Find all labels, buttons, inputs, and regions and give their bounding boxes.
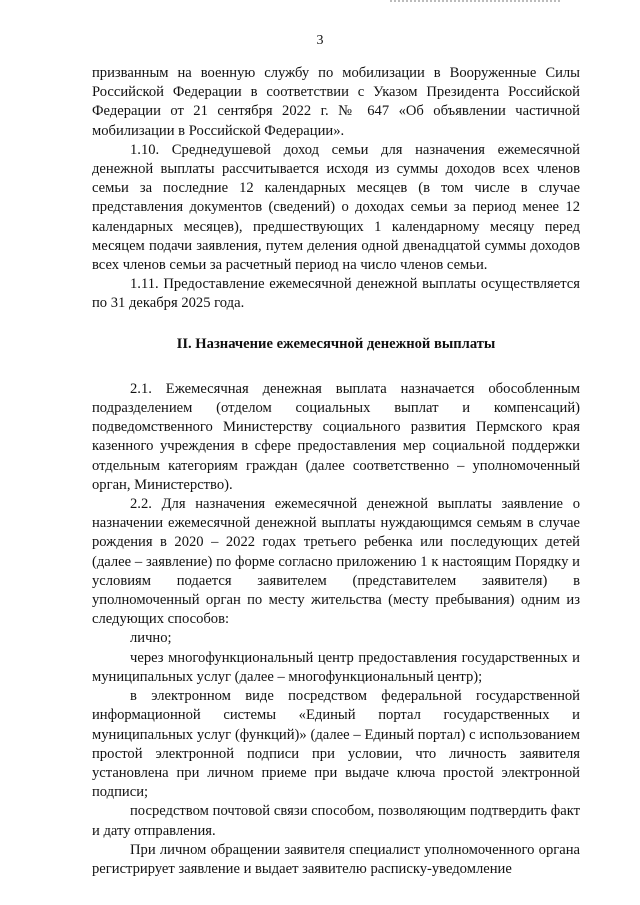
section-heading: II. Назначение ежемесячной денежной выплаты bbox=[176, 335, 496, 352]
paragraph-personal-visit: При личном обращении заявителя специалист уполномоченного органа регистрирует заявление и выдает заявителю расписку-уведомление bbox=[92, 841, 580, 877]
method-in-person: лично; bbox=[130, 630, 172, 647]
method-mfc: через многофункциональный центр предоставления государственных и муниципальных услуг (далее – многофункциональный центр); bbox=[92, 649, 580, 685]
paragraph-continuation: призванным на военную службу по мобилизации в Вооруженные Силы Российской Федерации в соответствии с Указом Президента Российской Федерации от 21 сентября 2022 г. № 647 «Об объявлении частичной мобилизации в Российской Федерации». bbox=[92, 65, 580, 139]
method-electronic: в электронном виде посредством федеральной государственной информационной системы «Единый портал государственных и муниципальных услуг (функций)» (далее – Единый портал) с использованием простой электронной подписи при условии, что личность заявителя установлена при личном приеме при выдаче ключа простой электронной подписи; bbox=[92, 688, 580, 801]
paragraph-2-2: 2.2. Для назначения ежемесячной денежной выплаты заявление о назначении ежемесячной денежной выплаты нуждающимся семьям в случае рождения в 2020 – 2022 годах третьего ребенка или последующих детей (далее – заявление) по форме согласно приложению 1 к настоящим Порядку и условиям подается заявителем (представителем заявителя) в уполномоченный орган по месту жительства (месту пребывания) одним из следующих способов: bbox=[92, 496, 580, 628]
paragraph-1-10: 1.10. Среднедушевой доход семьи для назначения ежемесячной денежной выплаты рассчитывается исходя из суммы доходов всех членов семьи за последние 12 календарных месяцев (в том числе в случае представления документов (сведений) о доходах семьи за период менее 12 календарных месяцев), предшествующих 1 календарному месяцу перед месяцем подачи заявления, путем деления одной двенадцатой суммы доходов всех членов семьи за расчетный период на число членов семьи. bbox=[92, 141, 580, 274]
paragraph-1-11: 1.11. Предоставление ежемесячной денежной выплаты осуществляется по 31 декабря 2025 года. bbox=[92, 276, 580, 312]
page-number: 3 bbox=[316, 33, 324, 48]
scan-artifact bbox=[390, 0, 560, 8]
method-post: посредством почтовой связи способом, позволяющим подтвердить факт и дату отправления. bbox=[92, 803, 580, 839]
paragraph-2-1: 2.1. Ежемесячная денежная выплата назначается обособленным подразделением (отделом социальных выплат и компенсаций) подведомственного Министерству социального развития Пермского края казенного учреждения в сфере предоставления мер социальной поддержки отдельным категориям граждан (далее соответственно – уполномоченный орган, Министерство). bbox=[92, 380, 580, 493]
document-body bbox=[92, 64, 580, 879]
